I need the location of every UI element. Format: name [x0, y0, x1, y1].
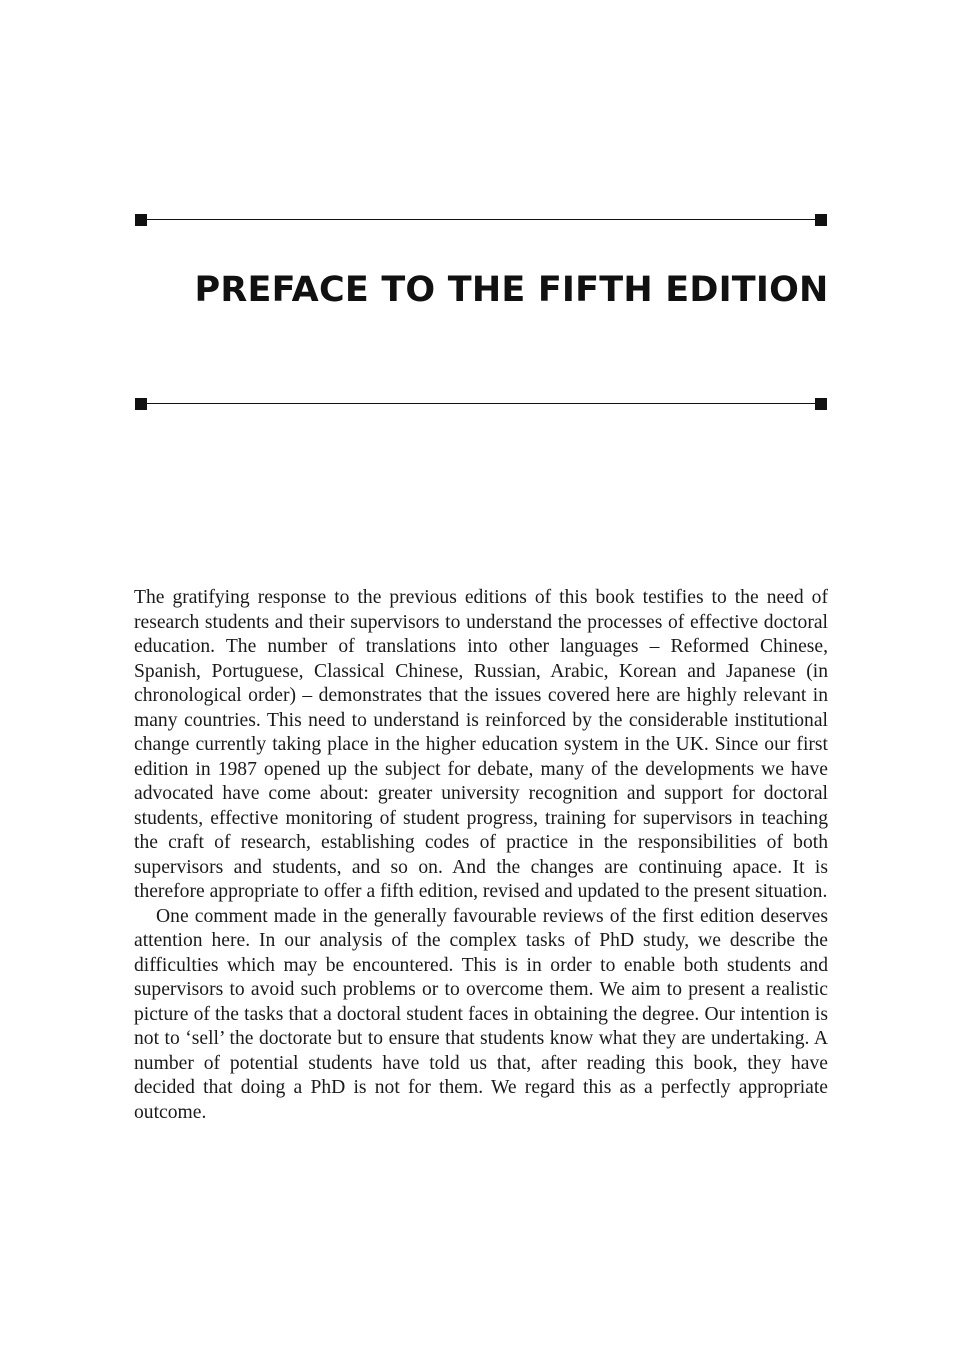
top-rule-left-cap	[135, 214, 147, 226]
top-rule	[141, 213, 821, 227]
paragraph-2: One comment made in the generally favourable reviews of the first edition deserves attention here. In our analysis of the complex tasks of PhD study, we describe the difficulties which may be encountered. This is in order to enable both students and supervisors to avoid such problems or to overcome them. We aim to present a realistic picture of the tasks that a doctoral student faces in obtaining the degree. Our intention is not to ‘sell’ the doctorate but to ensure that students know what they are undertaking. A number of potential students have told us that, after reading this book, they have decided that doing a PhD is not for them. We regard this as a perfectly appropriate outcome.	[134, 905, 828, 1123]
bottom-rule	[141, 397, 821, 411]
top-rule-line	[147, 219, 815, 220]
body-text	[134, 586, 828, 1125]
page-title: PREFACE TO THE FIFTH EDITION	[194, 270, 829, 310]
top-rule-right-cap	[815, 214, 827, 226]
paragraph-1: The gratifying response to the previous editions of this book testifies to the need of research students and their supervisors to understand the processes of effective doctoral education. The number of translations into other languages – Reformed Chinese, Spanish, Portuguese, Classical Chinese, Russian, Arabic, Korean and Japanese (in chronological order) – demonstrates that the issues covered here are highly relevant in many countries. This need to understand is reinforced by the considerable institutional change currently taking place in the higher education system in the UK. Since our first edition in 1987 opened up the subject for debate, many of the developments we have advocated have come about: greater university recognition and support for doctoral students, effective monitoring of student progress, training for supervisors in teaching the craft of research, establishing codes of practice in the responsibilities of both supervisors and students, and so on. And the changes are continuing apace. It is therefore appropriate to offer a fifth edition, revised and updated to the present situation.	[134, 587, 828, 902]
bottom-rule-left-cap	[135, 398, 147, 410]
bottom-rule-right-cap	[815, 398, 827, 410]
bottom-rule-line	[147, 403, 815, 404]
